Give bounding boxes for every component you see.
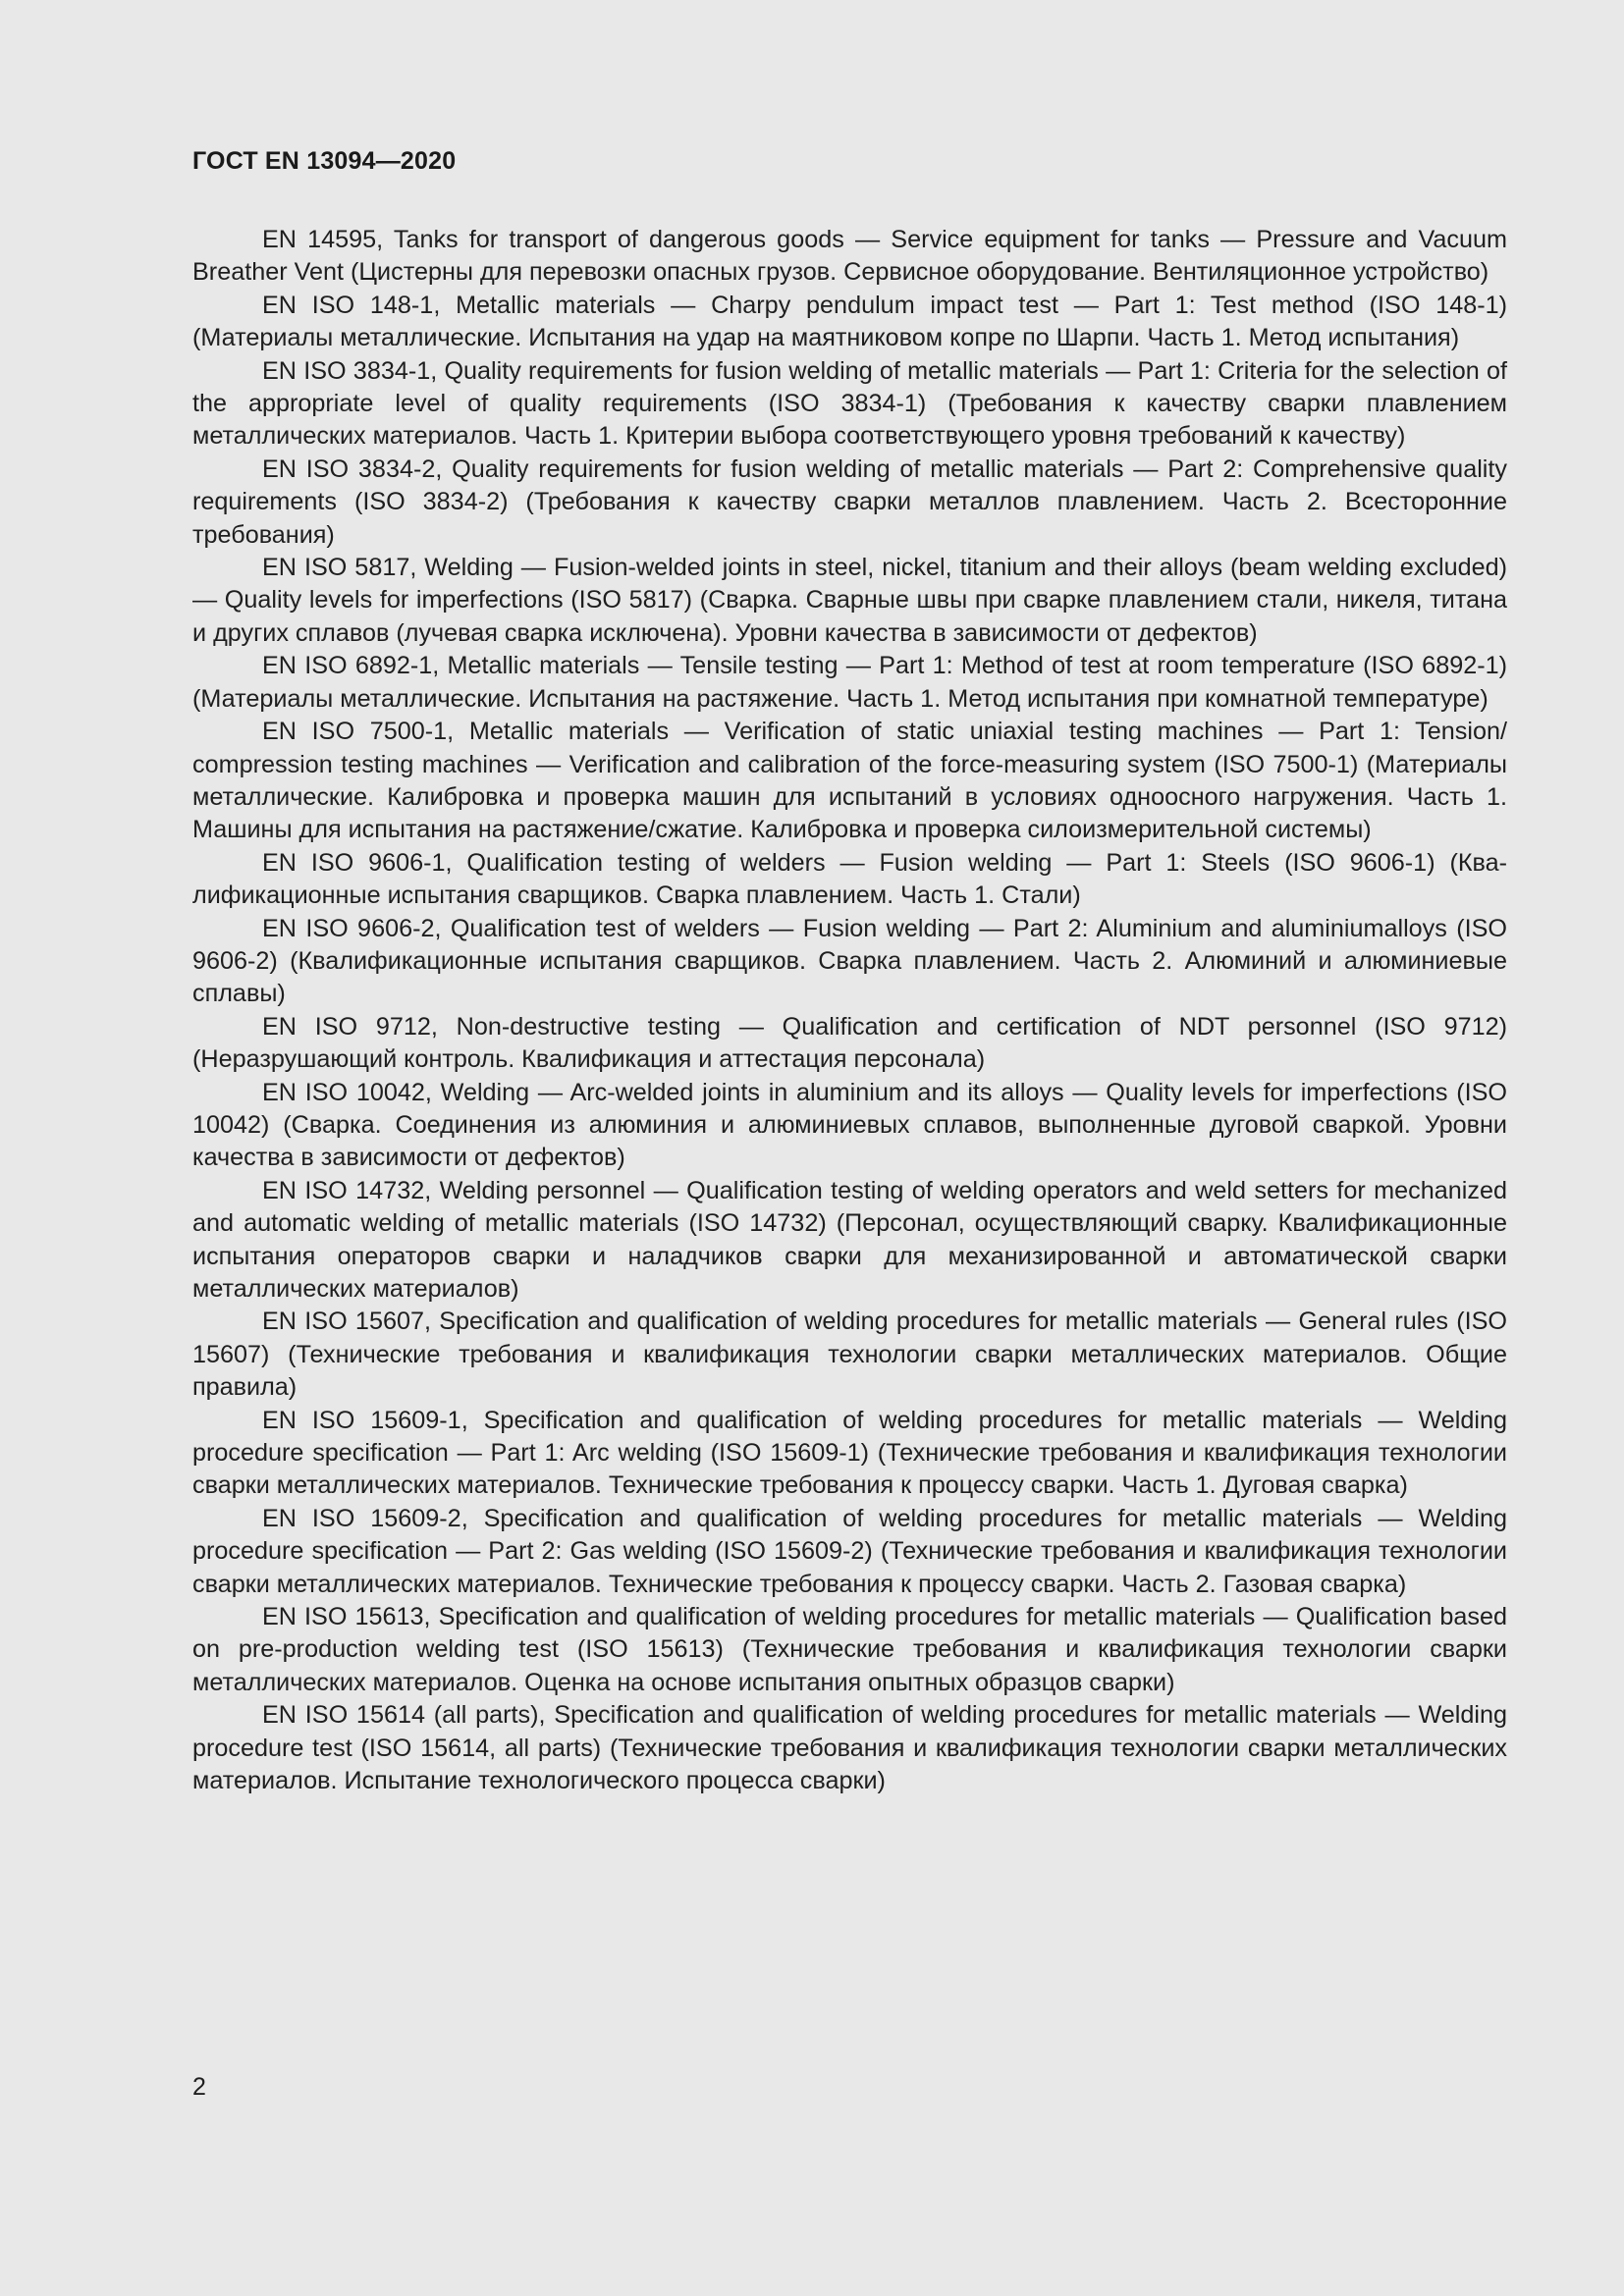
reference-entry: EN 14595, Tanks for transport of dangerous goods — Service equipment for tanks — Pressure and Vacuum Breather Vent (Цистерны для перевозки опасных грузов. Сервисное оборудование. Вентиляционное устройство) (192, 226, 1507, 287)
reference-entry: EN ISO 9606-1, Qualification testing of welders — Fusion welding — Part 1: Steels (ISO 9606-1) (Квалификационные испытания сварщиков. Сварка плавлением. Часть 1. Стали) (192, 848, 1507, 910)
reference-entry: EN ISO 15614 (all parts), Specification and qualification of welding procedures for metallic materials — Welding procedure test (ISO 15614, all parts) (Технические требования и квалификация технологии сварки металлических материалов. Испытание технологического процесса сварки) (192, 1701, 1507, 1795)
reference-entry: EN ISO 148-1, Metallic materials — Charpy pendulum impact test — Part 1: Test method (ISO 148-1) (Материалы металлические. Испытания на удар на маятниковом копре по Шарпи. Часть 1. Метод испытания) (192, 291, 1507, 352)
reference-entry: EN ISO 15607, Specification and qualification of welding procedures for metallic materials — General rules (ISO 15607) (Технические требования и квалификация технологии сварки металлических материалов. Общие правила) (192, 1308, 1507, 1402)
reference-entry: EN ISO 15609-1, Specification and qualification of welding procedures for metallic materials — Welding procedure specification — Part 1: Arc welding (ISO 15609-1) (Технические требования и квалификация технологии сварки металлических материалов. Технические требования к процессу сварки. Часть 1. Дуговая сварка) (192, 1406, 1507, 1500)
page-number: 2 (192, 2073, 206, 2101)
reference-entry: EN ISO 15609-2, Specification and qualification of welding procedures for metallic materials — Welding procedure specification — Part 2: Gas welding (ISO 15609-2) (Технические требования и квалификация технологии сварки металлических материалов. Технические требования к процессу сварки. Часть 2. Газовая сварка) (192, 1504, 1507, 1598)
reference-entry: EN ISO 10042, Welding — Arc-welded joints in aluminium and its alloys — Quality levels for imperfections (ISO 10042) (Сварка. Соединения из алюминия и алюминиевых сплавов, выполненные дуговой сваркой. Уровни качества в зависимости от дефектов) (192, 1078, 1507, 1172)
reference-entry: EN ISO 3834-2, Quality requirements for fusion welding of metallic materials — Part 2: Comprehensive quality requirements (ISO 3834-2) (Требования к качеству сварки металлов плавлением. Часть 2. Всесторонние требования) (192, 454, 1507, 549)
reference-entry: EN ISO 9712, Non-destructive testing — Qualification and certification of NDT personnel (ISO 9712) (Неразрушающий контроль. Квалификация и аттестация персонала) (192, 1012, 1507, 1074)
reference-entry: EN ISO 14732, Welding personnel — Qualification testing of welding operators and weld setters for mechanized and automatic welding of metallic materials (ISO 14732) (Персонал, осуществляющий сварку. Квалификационные испытания операторов сварки и наладчиков сварки для механизированной и автоматической сварки металлических материалов) (192, 1176, 1507, 1303)
document-header: ГОСТ EN 13094—2020 (192, 147, 457, 175)
reference-entry: EN ISO 7500-1, Metallic materials — Verification of static uniaxial testing machines — Part 1: Tension/ compression testing machines — Verification and calibration of the force-measuring system (ISO 7500-1) (Материалы металлические. Калибровка и проверка машин для испытаний в условиях одноосного нагружения. Часть 1. Машины для испытания на растяжение/сжатие. Калибровка и проверка силоизмерительной системы) (192, 718, 1507, 844)
reference-entry: EN ISO 6892-1, Metallic materials — Tensile testing — Part 1: Method of test at room temperature (ISO 6892-1) (Материалы металлические. Испытания на растяжение. Часть 1. Метод испытания при комнатной температуре) (192, 652, 1507, 713)
reference-entry: EN ISO 9606-2, Qualification test of welders — Fusion welding — Part 2: Aluminium and aluminiumalloys (ISO 9606-2) (Квалификационные испытания сварщиков. Сварка плавлением. Часть 2. Алюминий и алюминиевые сплавы) (192, 914, 1507, 1008)
reference-entry: EN ISO 15613, Specification and qualification of welding procedures for metallic materials — Qualification based on pre-production welding test (ISO 15613) (Технические требования и квалификация технологии сварки металлических материалов. Оценка на основе испытания опытных образцов сварки) (192, 1603, 1507, 1696)
normative-references-list (192, 224, 1507, 1798)
reference-entry: EN ISO 3834-1, Quality requirements for fusion welding of metallic materials — Part 1: Criteria for the selection of the appropriate level of quality requirements (ISO 3834-1) (Требования к качеству сварки плавлением металлических материалов. Часть 1. Критерии выбора соответствующего уровня требований к качеству) (192, 356, 1507, 451)
reference-entry: EN ISO 5817, Welding — Fusion-welded joints in steel, nickel, titanium and their alloys (beam welding excluded) — Quality levels for imperfections (ISO 5817) (Сварка. Сварные швы при сварке плавлением стали, никеля, титана и других сплавов (лучевая сварка исключена). Уровни качества в зависимости от дефектов) (192, 554, 1507, 647)
